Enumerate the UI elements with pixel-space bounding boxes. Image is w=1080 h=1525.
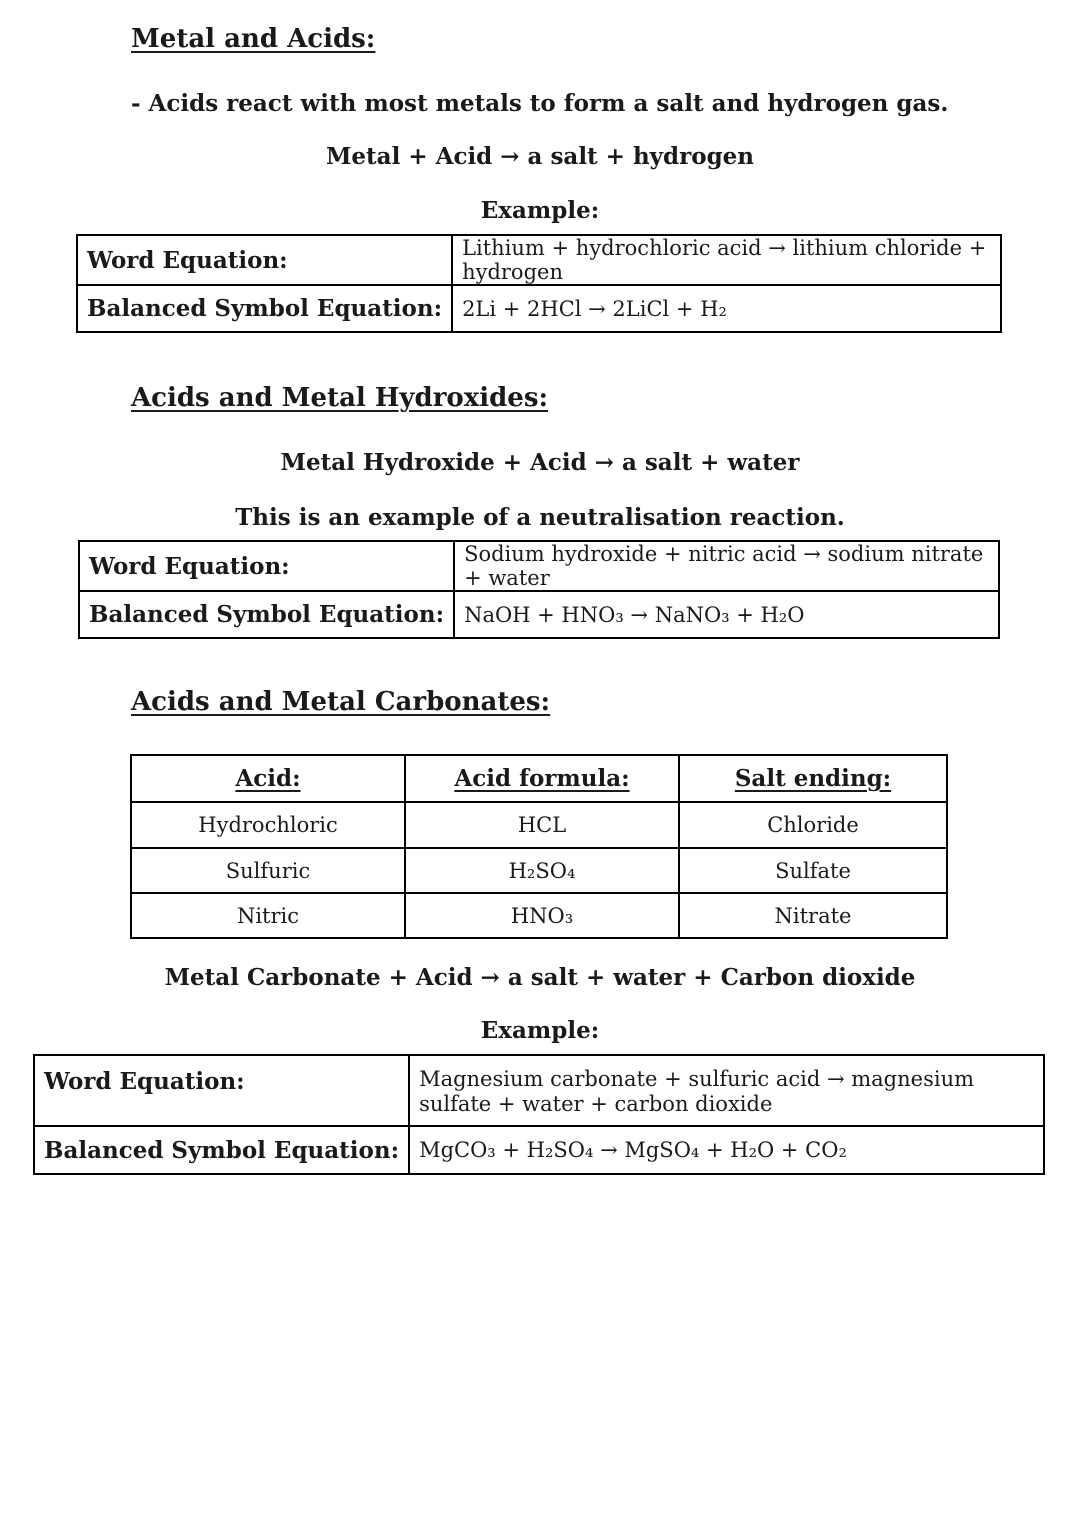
symbol-equation-label: Balanced Symbol Equation: [79,591,454,638]
carbonates-example-table [33,1054,1045,1175]
acid-cell: Sulfuric [131,848,405,893]
word-equation-value: Sodium hydroxide + nitric acid → sodium nitrate + water [454,541,999,591]
salt-cell: Sulfate [679,848,947,893]
hydroxides-general-equation: Metal Hydroxide + Acid → a salt + water [280,449,800,476]
formula-cell: HNO₃ [405,893,679,938]
symbol-equation-label: Balanced Symbol Equation: [34,1126,409,1174]
acid-column-header: Acid: [131,755,405,802]
metal-acids-example-label: Example: [480,197,600,224]
symbol-equation-label: Balanced Symbol Equation: [77,285,452,332]
symbol-equation-value: MgCO₃ + H₂SO₄ → MgSO₄ + H₂O + CO₂ [409,1126,1044,1174]
carbonates-general-equation: Metal Carbonate + Acid → a salt + water + Carbon dioxide [164,964,916,991]
metal-acids-heading: Metal and Acids: [131,24,376,54]
word-equation-label: Word Equation: [77,235,452,285]
symbol-equation-value: 2Li + 2HCl → 2LiCl + H₂ [452,285,1001,332]
formula-cell: HCL [405,802,679,848]
word-equation-value: Magnesium carbonate + sulfuric acid → magnesium sulfate + water + carbon dioxide [409,1055,1044,1126]
salt-cell: Chloride [679,802,947,848]
word-equation-label: Word Equation: [34,1055,409,1126]
acid-formula-column-header: Acid formula: [405,755,679,802]
hydroxides-heading: Acids and Metal Hydroxides: [131,383,549,413]
metal-acids-bullet: - Acids react with most metals to form a salt and hydrogen gas. [131,90,949,117]
hydroxides-example-table [78,540,1000,639]
table-row [131,802,947,848]
neutralisation-note: This is an example of a neutralisation reaction. [235,504,845,531]
word-equation-label: Word Equation: [79,541,454,591]
metal-acids-general-equation: Metal + Acid → a salt + hydrogen [325,143,755,170]
acid-cell: Nitric [131,893,405,938]
table-row [131,848,947,893]
carbonates-heading: Acids and Metal Carbonates: [131,687,551,717]
formula-cell: H₂SO₄ [405,848,679,893]
table-row [131,893,947,938]
salt-cell: Nitrate [679,893,947,938]
carbonates-example-label: Example: [480,1017,600,1044]
symbol-equation-value: NaOH + HNO₃ → NaNO₃ + H₂O [454,591,999,638]
word-equation-value: Lithium + hydrochloric acid → lithium chloride + hydrogen [452,235,1001,285]
acid-salt-table [130,754,948,939]
salt-ending-column-header: Salt ending: [679,755,947,802]
metal-acids-example-table [76,234,1002,333]
acid-cell: Hydrochloric [131,802,405,848]
